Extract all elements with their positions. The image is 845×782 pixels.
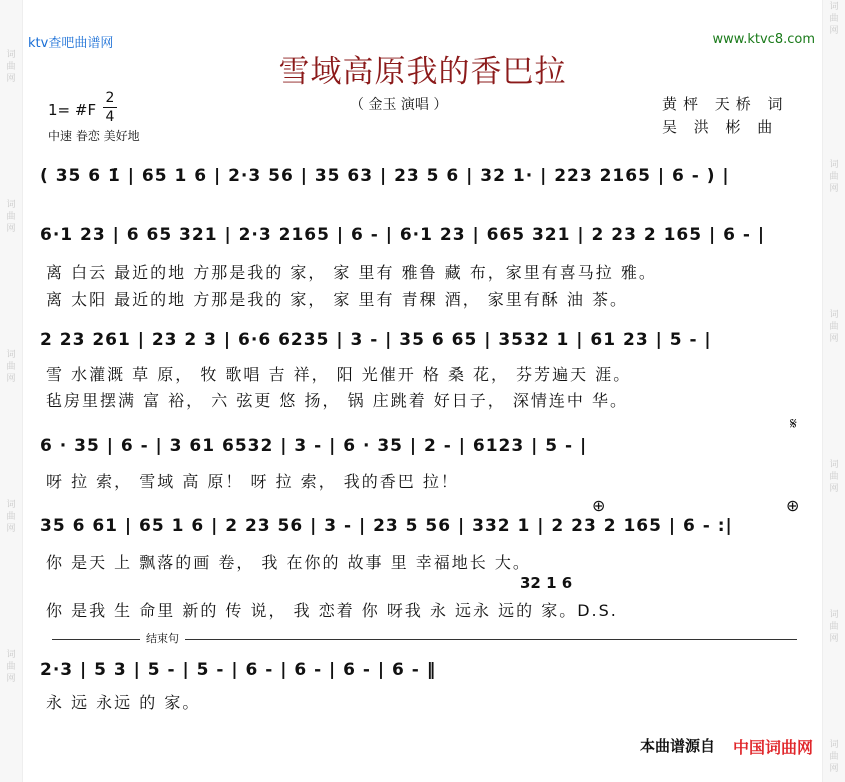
time-signature-top: 2 — [105, 90, 115, 106]
time-signature-divider — [103, 107, 117, 108]
watermark-char: 曲 — [6, 362, 16, 372]
watermark-char: 曲 — [829, 752, 839, 762]
ending-label: 结束句 — [140, 630, 185, 646]
watermark-char: 曲 — [829, 172, 839, 182]
notation-line-7: 2·3 | 5 3 | 5 - | 5 - | 6 - | 6 - | 6 - | 6 - ‖ — [40, 660, 437, 680]
lyric-line-3a: 雪 水灌溉 草 原， 牧 歌唱 吉 祥， 阳 光催开 格 桑 花， 芬芳遍天 涯。 — [46, 365, 632, 384]
notation-line-2: 6·1 23 | 6 65 321 | 2·3 2165 | 6 - | 6·1 23 | 665 321 | 2 23 2 165 | 6 - | — [40, 225, 766, 245]
source-site-link[interactable]: 中国词曲网 — [732, 738, 813, 757]
singer-credit: （ 金玉 演唱 ） — [350, 97, 448, 113]
notation-line-3: 2 23 261 | 23 2 3 | 6·6 6235 | 3 - | 35 6 65 | 3532 1 | 61 23 | 5 - | — [40, 330, 712, 350]
lyric-line-4: 呀 拉 索， 雪域 高 原！ 呀 拉 索， 我的香巴 拉！ — [46, 472, 459, 491]
watermark-char: 曲 — [829, 472, 839, 482]
watermark-char: 网 — [829, 764, 839, 774]
watermark-char: 词 — [6, 650, 16, 660]
watermark-char: 词 — [829, 2, 839, 12]
watermark-char: 网 — [6, 524, 16, 534]
source-label: 本曲谱源自 — [639, 737, 715, 755]
lyric-line-7: 永 远 永远 的 家。 — [46, 693, 201, 712]
lyric-line-2b: 离 太阳 最近的地 方那是我的 家， 家 里有 青稞 酒， 家里有酥 油 茶。 — [46, 290, 628, 309]
watermark-char: 网 — [829, 634, 839, 644]
watermark-char: 词 — [829, 740, 839, 750]
watermark-char: 曲 — [829, 14, 839, 24]
site-link-right[interactable]: www.ktvc8.com — [712, 32, 815, 47]
segno-sign: 𝄋 — [790, 414, 797, 433]
watermark-char: 网 — [829, 334, 839, 344]
lyric-line-2a: 离 白云 最近的地 方那是我的 家， 家 里有 雅鲁 藏 布，家里有喜马拉 雅。 — [46, 263, 657, 282]
time-signature-bottom: 4 — [105, 109, 115, 125]
watermark-char: 网 — [6, 74, 16, 84]
coda-sign: ⊕ — [786, 496, 800, 515]
watermark-char: 网 — [6, 224, 16, 234]
notation-line-5: 35 6 61 | 65 1 6 | 2 23 56 | 3 - | 23 5 56 | 332 1 | 2 23 2 165 | 6 - :| — [40, 516, 733, 536]
watermark-char: 词 — [829, 460, 839, 470]
watermark-char: 词 — [829, 160, 839, 170]
watermark-char: 网 — [829, 484, 839, 494]
lyricist-credit: 黄枰 天桥 词 — [662, 95, 789, 113]
time-signature — [103, 91, 117, 124]
alternate-notes: 32 1 6 — [520, 574, 573, 592]
coda-sign: ⊕ — [592, 496, 606, 515]
watermark-char: 词 — [829, 610, 839, 620]
site-link-left[interactable]: ktv查吧曲谱网 — [28, 36, 114, 51]
song-title: 雪域高原我的香巴拉 — [278, 54, 567, 90]
left-watermark-strip — [0, 0, 23, 782]
watermark-char: 网 — [6, 374, 16, 384]
watermark-char: 曲 — [6, 512, 16, 522]
key-signature: 1= #F — [48, 101, 97, 119]
lyric-line-3b: 毡房里摆满 富 裕， 六 弦更 悠 扬， 锅 庄跳着 好日子， 深情连中 华。 — [46, 391, 628, 410]
watermark-char: 曲 — [6, 212, 16, 222]
lyric-line-6: 你 是我 生 命里 新的 传 说， 我 恋着 你 呀我 永 远永 远的 家。D.S. — [46, 601, 618, 620]
tempo-marking: 中速 眷恋 美好地 — [48, 129, 140, 143]
watermark-char: 网 — [829, 26, 839, 36]
watermark-char: 词 — [6, 200, 16, 210]
watermark-char: 曲 — [6, 62, 16, 72]
watermark-char: 词 — [6, 500, 16, 510]
right-watermark-strip — [822, 0, 845, 782]
watermark-char: 网 — [829, 184, 839, 194]
watermark-char: 曲 — [829, 322, 839, 332]
notation-line-4: 6 · 35 | 6 - | 3 61 6532 | 3 - | 6 · 35 | 2 - | 6123 | 5 - | — [40, 436, 588, 456]
notation-line-1: ( 35 6 1̇ | 65 1 6 | 2·3 56 | 35 63 | 23 5 6 | 32 1· | 223 2165 | 6 - ) | — [40, 166, 730, 186]
lyric-line-5: 你 是天 上 飘落的画 卷， 我 在你的 故事 里 幸福地长 大。 — [46, 553, 531, 572]
watermark-char: 曲 — [829, 622, 839, 632]
watermark-char: 词 — [6, 350, 16, 360]
composer-credit: 吴 洪 彬 曲 — [662, 118, 779, 136]
watermark-char: 网 — [6, 674, 16, 684]
watermark-char: 词 — [6, 50, 16, 60]
watermark-char: 词 — [829, 310, 839, 320]
watermark-char: 曲 — [6, 662, 16, 672]
